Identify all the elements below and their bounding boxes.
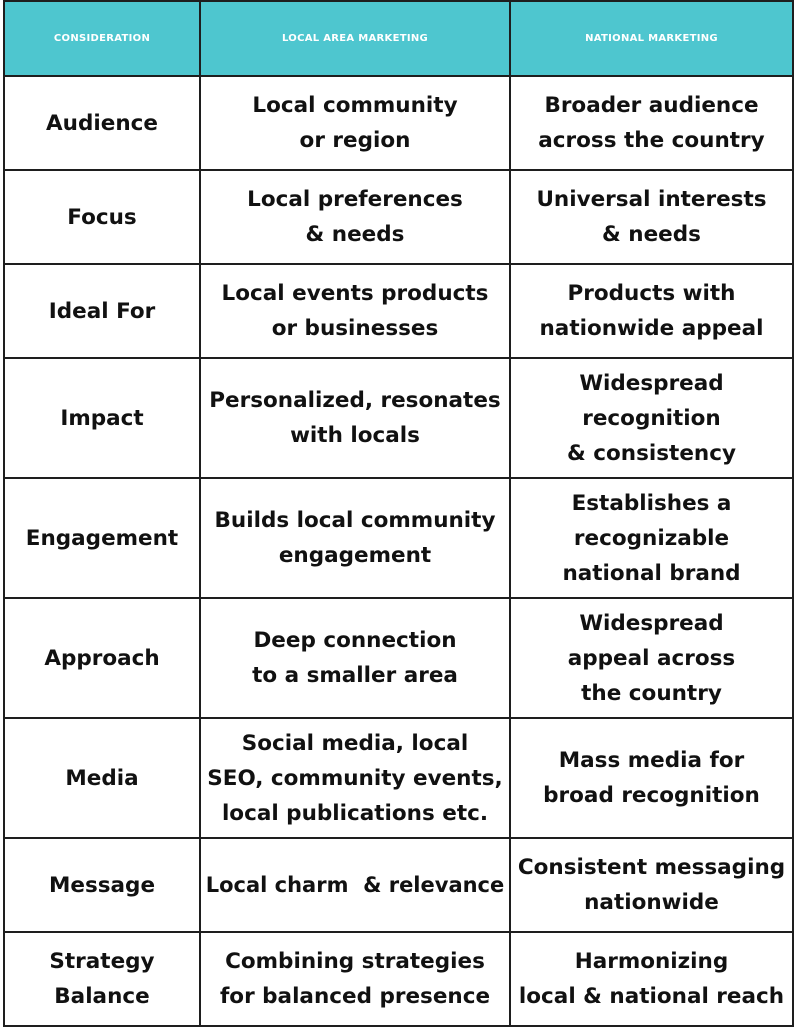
consideration-cell bbox=[4, 170, 200, 264]
cell-line: Ideal For bbox=[48, 298, 156, 324]
cell-line: Audience bbox=[46, 110, 158, 136]
cell-line: broad recognition bbox=[543, 783, 760, 808]
consideration-cell bbox=[4, 264, 200, 358]
cell-line: Focus bbox=[67, 204, 137, 230]
national-cell bbox=[510, 76, 793, 170]
header-consideration: CONSIDERATION bbox=[4, 1, 200, 76]
cell-line: local & national reach bbox=[518, 984, 785, 1009]
cell-line: Widespread bbox=[579, 370, 724, 396]
consideration-cell bbox=[4, 838, 200, 932]
cell-line: Impact bbox=[60, 405, 144, 431]
cell-line: Universal interests bbox=[536, 187, 767, 212]
header-national-marketing: NATIONAL MARKETING bbox=[510, 1, 793, 76]
cell-line: Media bbox=[65, 765, 139, 791]
local-cell bbox=[200, 478, 510, 598]
national-cell bbox=[510, 478, 793, 598]
cell-line: Balance bbox=[54, 984, 150, 1009]
cell-line: Products with bbox=[567, 281, 736, 306]
consideration-cell bbox=[4, 718, 200, 838]
consideration-cell bbox=[4, 76, 200, 170]
cell-line: Personalized, resonates bbox=[209, 388, 501, 413]
consideration-cell bbox=[4, 358, 200, 478]
cell-line: Engagement bbox=[25, 525, 179, 551]
local-cell bbox=[200, 264, 510, 358]
cell-line: Broader audience bbox=[544, 93, 759, 118]
cell-line: SEO, community events, bbox=[207, 765, 503, 791]
cell-line: for balanced presence bbox=[219, 984, 491, 1009]
cell-line: across the country bbox=[538, 128, 765, 153]
table-row bbox=[4, 838, 793, 932]
cell-line: the country bbox=[581, 680, 722, 706]
table-row bbox=[4, 478, 793, 598]
national-cell bbox=[510, 838, 793, 932]
cell-line: Widespread bbox=[579, 610, 724, 636]
cell-line: Local community bbox=[252, 93, 458, 118]
cell-line: & needs bbox=[305, 222, 405, 247]
cell-line: Local preferences bbox=[247, 187, 463, 212]
table-row bbox=[4, 76, 793, 170]
national-cell bbox=[510, 264, 793, 358]
cell-line: Deep connection bbox=[253, 628, 457, 653]
cell-line: national brand bbox=[562, 560, 741, 586]
cell-line: recognizable bbox=[573, 525, 730, 551]
cell-line: with locals bbox=[290, 423, 420, 448]
header-local-area-marketing: LOCAL AREA MARKETING bbox=[200, 1, 510, 76]
table-row bbox=[4, 264, 793, 358]
cell-line: local publications etc. bbox=[221, 800, 489, 826]
cell-line: nationwide bbox=[584, 890, 719, 915]
cell-line: appeal across bbox=[567, 645, 736, 671]
consideration-cell bbox=[4, 478, 200, 598]
header-row bbox=[4, 1, 793, 76]
comparison-table-container bbox=[3, 0, 792, 1022]
table-row bbox=[4, 718, 793, 838]
consideration-cell bbox=[4, 932, 200, 1026]
national-cell bbox=[510, 718, 793, 838]
cell-line: Consistent messaging bbox=[517, 855, 786, 880]
local-cell bbox=[200, 170, 510, 264]
cell-line: Harmonizing bbox=[574, 949, 729, 974]
cell-line: Message bbox=[48, 872, 156, 898]
cell-line: Combining strategies bbox=[225, 949, 485, 974]
table-row bbox=[4, 598, 793, 718]
table-row bbox=[4, 932, 793, 1026]
cell-line: recognition bbox=[582, 405, 721, 431]
local-cell bbox=[200, 358, 510, 478]
cell-line: Approach bbox=[44, 645, 160, 671]
table-row bbox=[4, 170, 793, 264]
cell-line: & needs bbox=[602, 222, 701, 247]
cell-line: Establishes a bbox=[571, 490, 732, 516]
comparison-table bbox=[3, 0, 794, 1027]
cell-line: engagement bbox=[278, 543, 432, 568]
table-row bbox=[4, 358, 793, 478]
consideration-cell bbox=[4, 598, 200, 718]
local-cell bbox=[200, 932, 510, 1026]
cell-line: Builds local community bbox=[214, 508, 496, 533]
cell-line: Social media, local bbox=[241, 730, 469, 756]
cell-line: to a smaller area bbox=[252, 663, 458, 688]
cell-line: or region bbox=[299, 128, 411, 153]
cell-line: Local events products bbox=[221, 281, 489, 306]
cell-line: Local charm & relevance bbox=[205, 872, 505, 897]
national-cell bbox=[510, 932, 793, 1026]
cell-line: nationwide appeal bbox=[539, 316, 764, 341]
cell-line: & consistency bbox=[567, 440, 736, 466]
local-cell bbox=[200, 76, 510, 170]
cell-line: Strategy bbox=[49, 949, 155, 974]
national-cell bbox=[510, 358, 793, 478]
national-cell bbox=[510, 170, 793, 264]
national-cell bbox=[510, 598, 793, 718]
local-cell bbox=[200, 838, 510, 932]
cell-line: or businesses bbox=[271, 316, 439, 341]
local-cell bbox=[200, 598, 510, 718]
local-cell bbox=[200, 718, 510, 838]
cell-line: Mass media for bbox=[558, 748, 745, 773]
